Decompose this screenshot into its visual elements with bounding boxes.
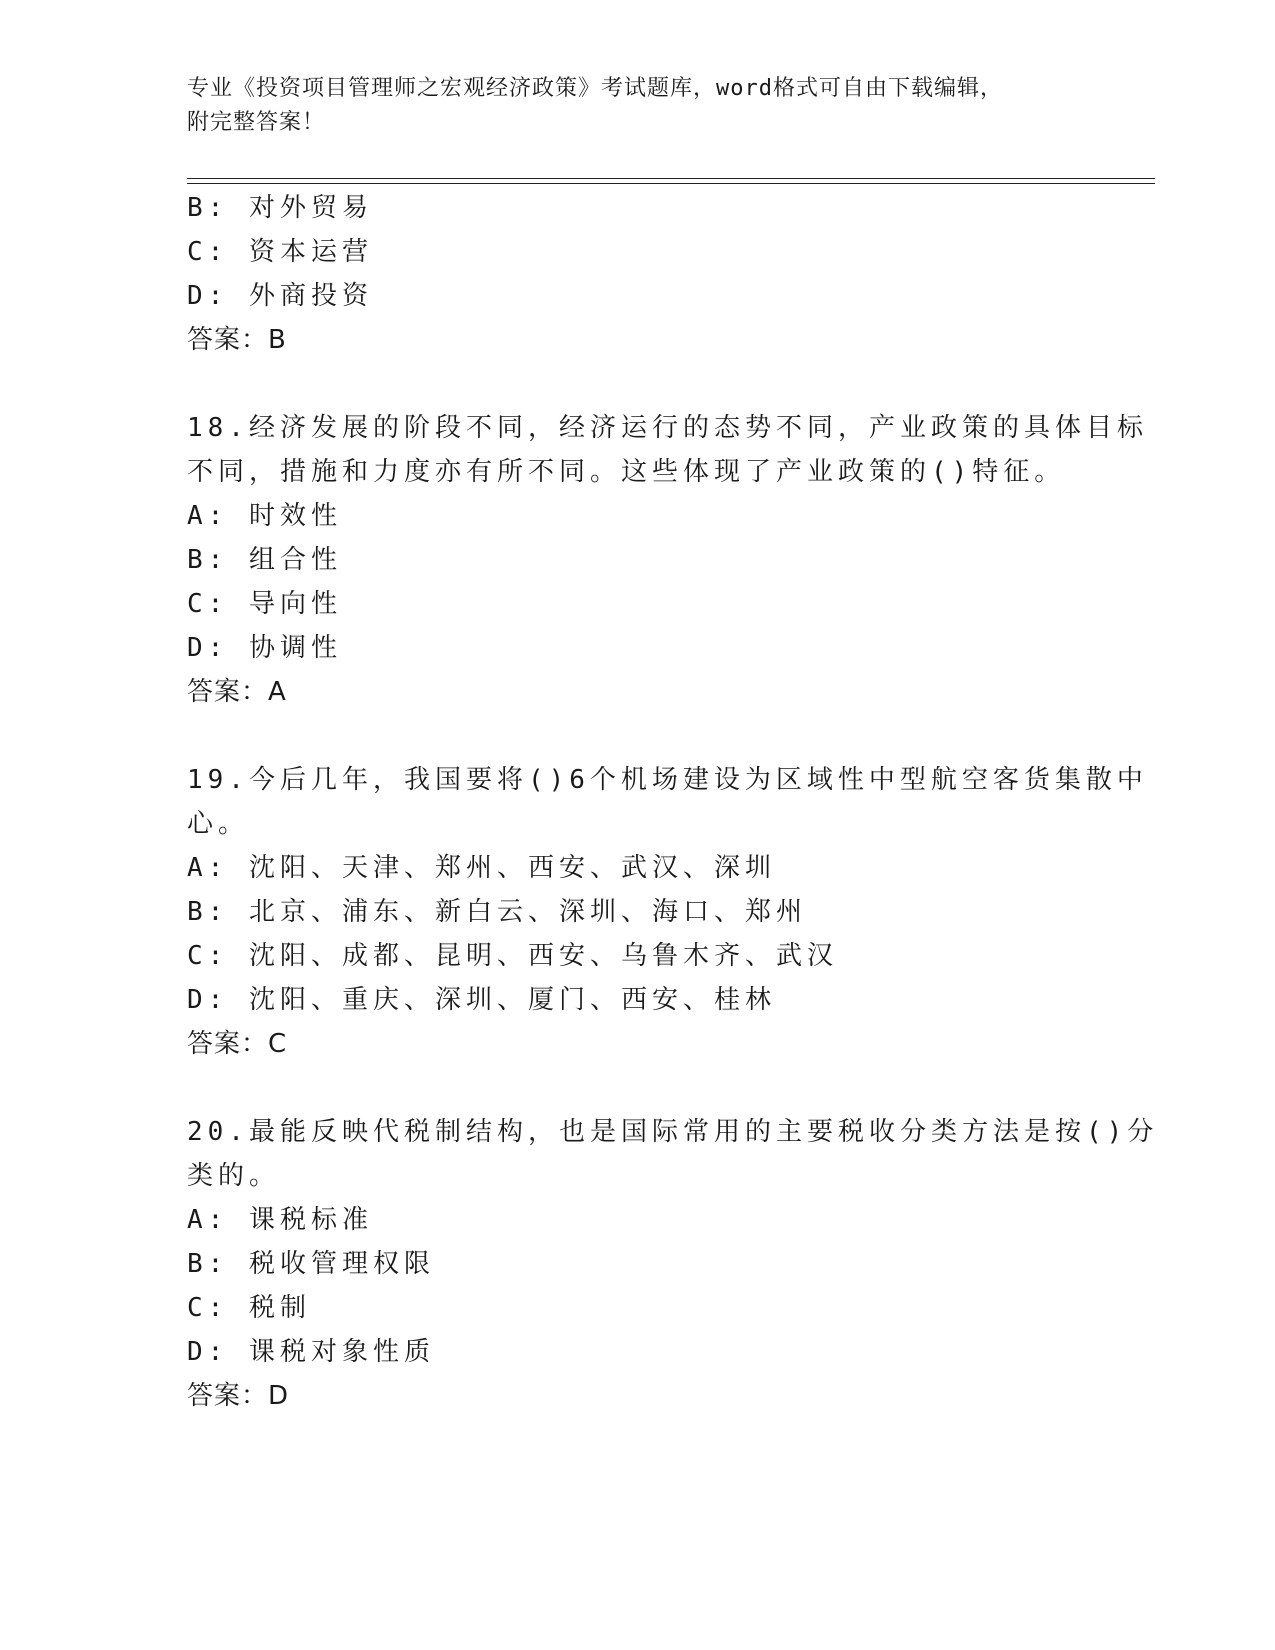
q20-option-d: D: 课税对象性质 [187, 1337, 435, 1367]
header-line-1: 专业《投资项目管理师之宏观经济政策》考试题库，word格式可自由下载编辑， [187, 76, 1003, 101]
q19-option-c: C: 沈阳、成都、昆明、西安、乌鲁木齐、武汉 [187, 941, 838, 971]
q20-option-b: B: 税收管理权限 [187, 1249, 435, 1279]
q19-option-a: A: 沈阳、天津、郑州、西安、武汉、深圳 [187, 853, 776, 883]
q18-stem-line-1: 18.经济发展的阶段不同，经济运行的态势不同，产业政策的具体目标 [187, 413, 1148, 443]
q19-option-d: D: 沈阳、重庆、深圳、厦门、西安、桂林 [187, 985, 776, 1015]
q17-option-d: D: 外商投资 [187, 281, 373, 311]
q18-option-c: C: 导向性 [187, 589, 342, 619]
q17-option-c: C: 资本运营 [187, 237, 373, 267]
q19-stem-line-2: 心。 [187, 809, 250, 839]
q18-option-d: D: 协调性 [187, 633, 342, 663]
header-divider-top [187, 178, 1155, 179]
q18-option-b: B: 组合性 [187, 545, 342, 575]
document-header [187, 72, 1087, 140]
header-divider-bottom [187, 183, 1155, 184]
q20-answer: 答案：D [187, 1381, 290, 1411]
q17-option-b: B: 对外贸易 [187, 193, 373, 223]
q20-stem-line-1: 20.最能反映代税制结构，也是国际常用的主要税收分类方法是按()分 [187, 1117, 1159, 1147]
q20-option-a: A: 课税标准 [187, 1205, 373, 1235]
q19-stem-line-1: 19.今后几年，我国要将()6个机场建设为区域性中型航空客货集散中 [187, 765, 1148, 795]
q19-answer: 答案：C [187, 1029, 288, 1059]
q18-answer: 答案：A [187, 677, 287, 707]
q18-stem-line-2: 不同，措施和力度亦有所不同。这些体现了产业政策的()特征。 [187, 457, 1066, 487]
header-line-2: 附完整答案！ [187, 110, 326, 135]
q17-answer: 答案：B [187, 325, 287, 355]
q20-stem-line-2: 类的。 [187, 1161, 281, 1191]
q18-option-a: A: 时效性 [187, 501, 342, 531]
q19-option-b: B: 北京、浦东、新白云、深圳、海口、郑州 [187, 897, 807, 927]
q20-option-c: C: 税制 [187, 1293, 311, 1323]
